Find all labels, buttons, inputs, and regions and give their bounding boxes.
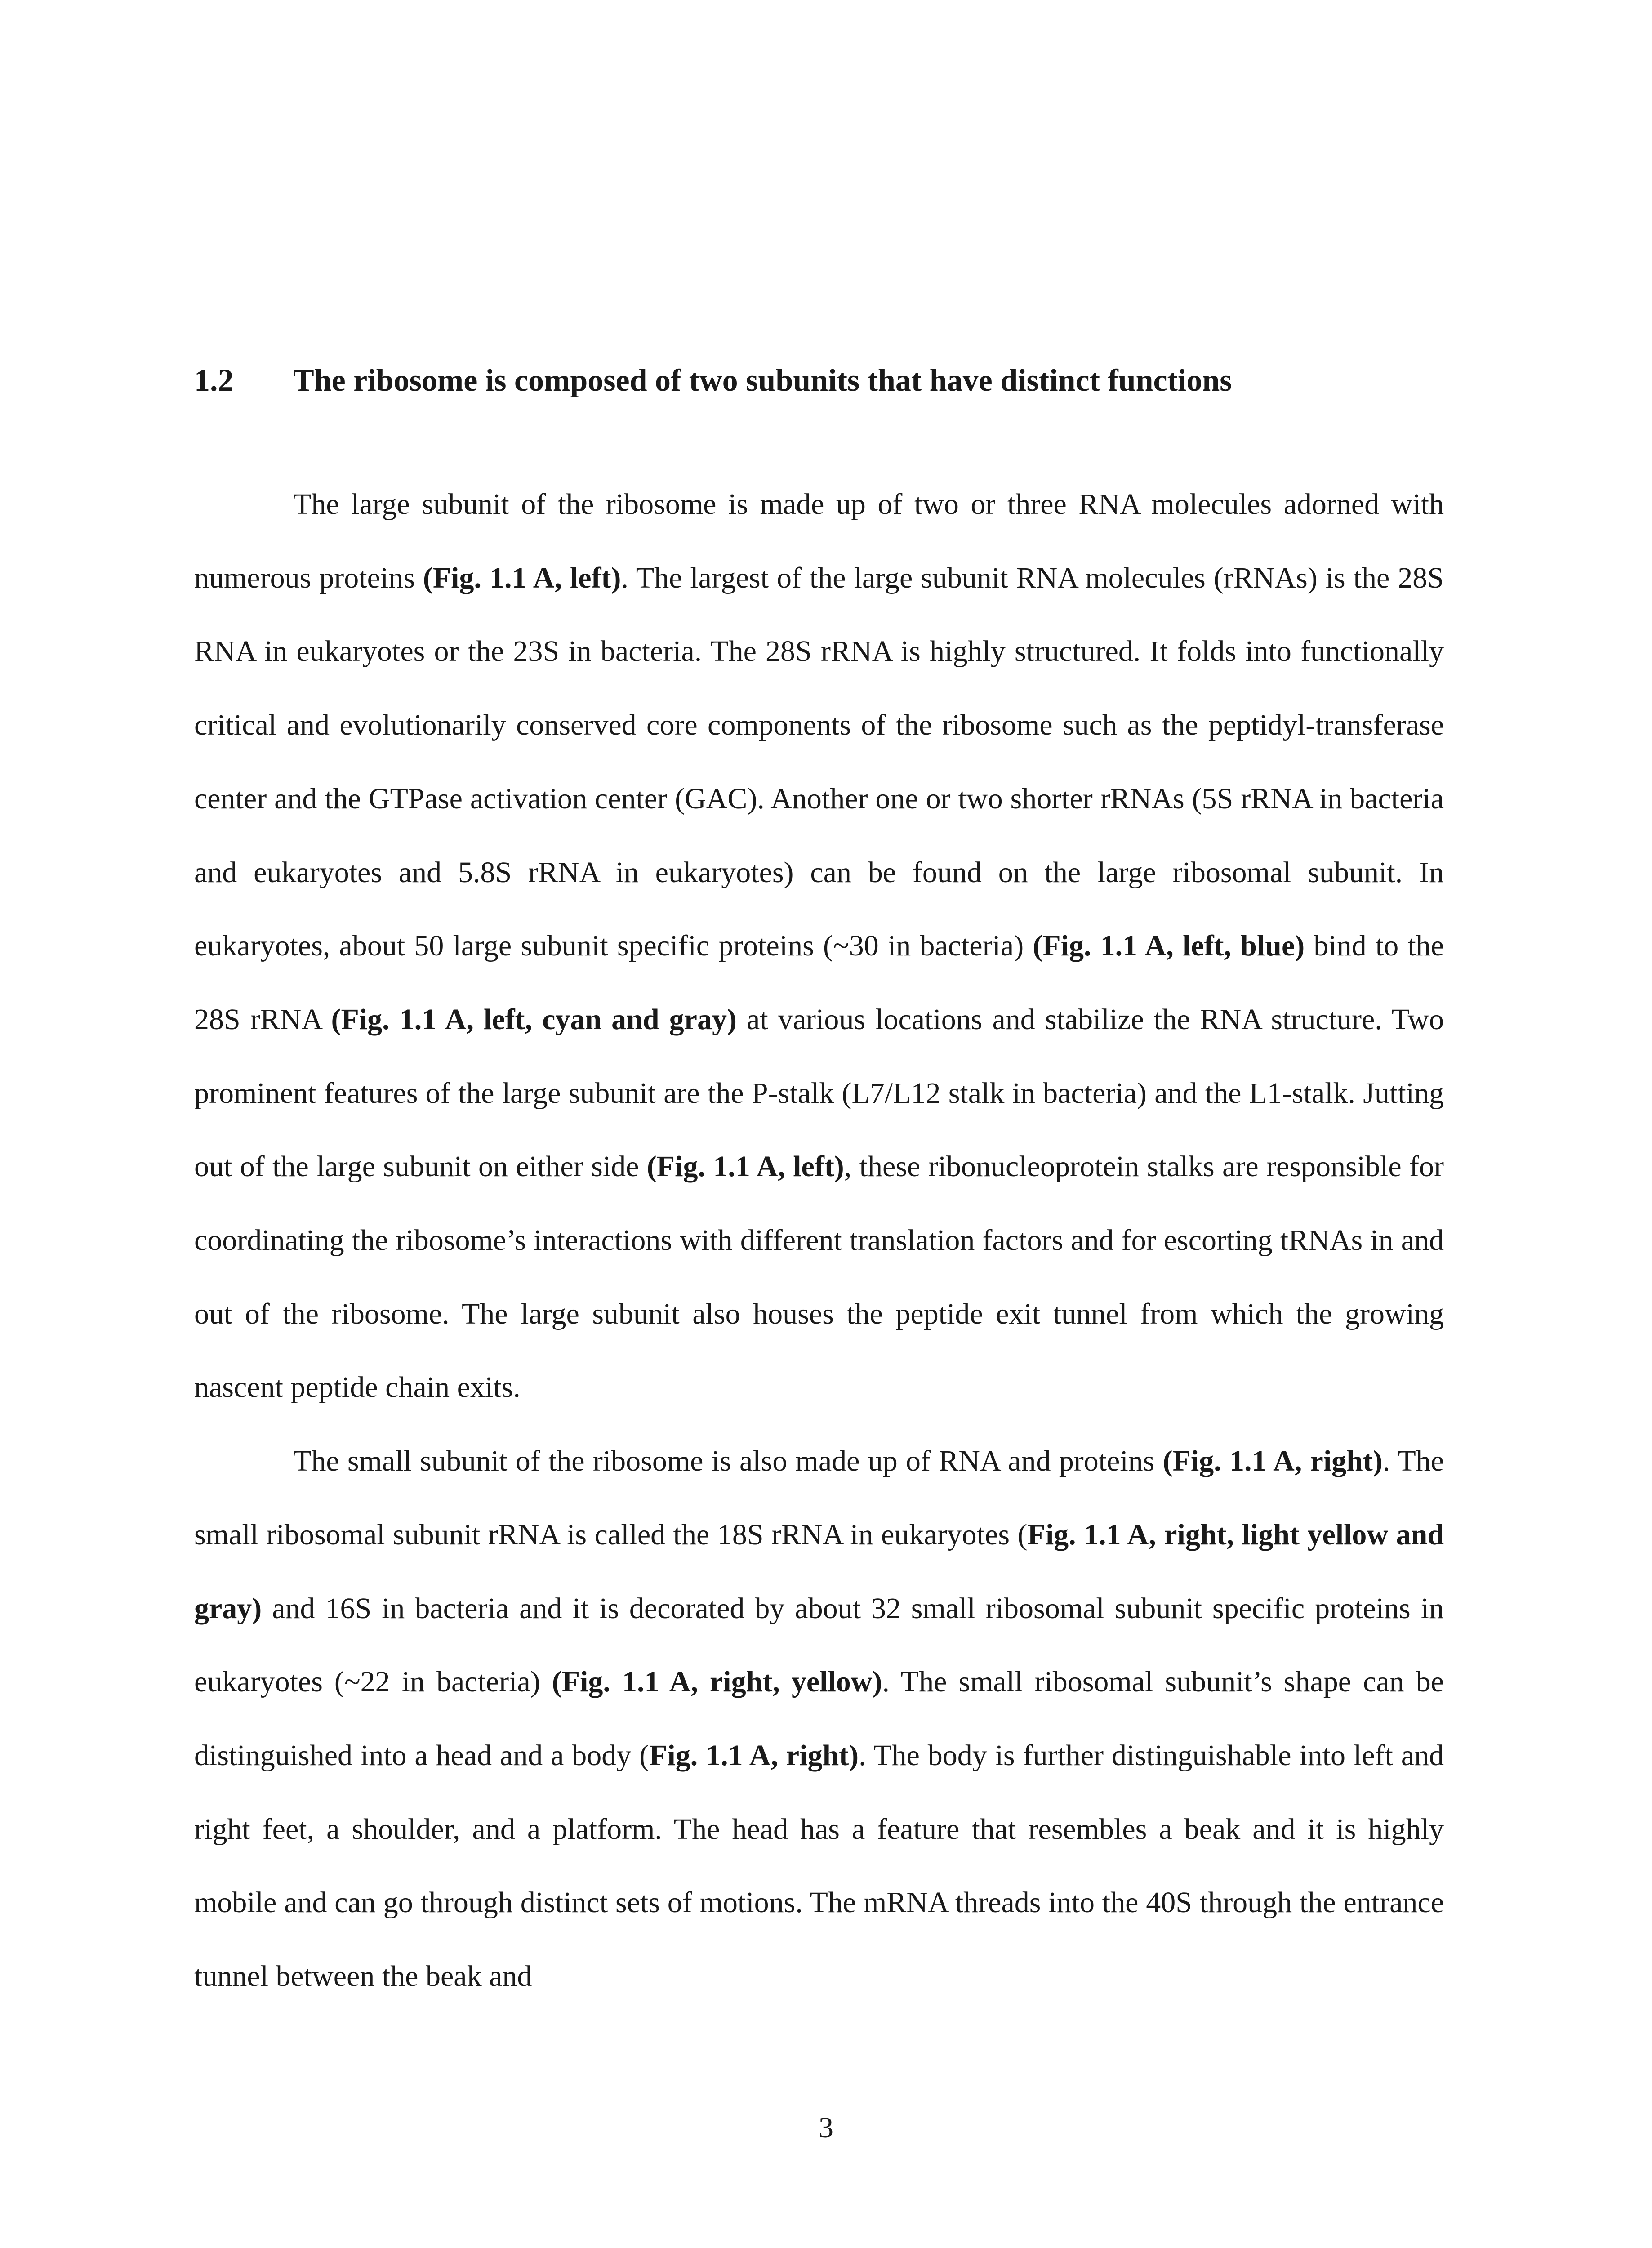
paragraph-small-subunit [194, 1424, 1444, 2013]
figure-reference: (Fig. 1.1 A, left) [423, 561, 621, 594]
text-run: . The small ribosomal subunit rRNA is called the 18S rRNA in eukaryotes ( [194, 1445, 1444, 1551]
text-run: bind to the 28S rRNA [194, 929, 1444, 1036]
text-run: , these ribonucleoprotein stalks are responsible for coordinating the ribosome’s interactions with different translation factors and for escorting tRNAs in and out of the ribosome. The large subunit also houses the peptide exit tunnel from which the growing nascent peptide chain exits. [194, 1150, 1444, 1404]
section-title: The ribosome is composed of two subunits that have distinct functions [293, 363, 1232, 398]
text-run: The small subunit of the ribosome is also made up of RNA and proteins [293, 1445, 1163, 1478]
body-text [194, 468, 1444, 2013]
text-run: . The small ribosomal subunit’s shape can be distinguished into a head and a body ( [194, 1665, 1444, 1772]
figure-reference: (Fig. 1.1 A, right) [1162, 1445, 1383, 1478]
text-run: . The body is further distinguishable into left and right feet, a shoulder, and a platform. The head has a feature that resembles a beak and it is highly mobile and can go through distinct sets of motions. The mRNA threads into the 40S through the entrance tunnel between the beak and [194, 1739, 1444, 1993]
figure-reference: (Fig. 1.1 A, right, yellow) [552, 1665, 882, 1699]
text-run: and 16S in bacteria and it is decorated by about 32 small ribosomal subunit specific proteins in eukaryotes (~22 in bacteria) [194, 1592, 1444, 1699]
text-run: at various locations and stabilize the RNA structure. Two prominent features of the large subunit are the P-stalk (L7/L12 stalk in bacteria) and the L1-stalk. Jutting out of the large subunit on either side [194, 1003, 1444, 1183]
text-run: The large subunit of the ribosome is made up of two or three RNA molecules adorned with numerous proteins [194, 488, 1444, 594]
figure-reference: Fig. 1.1 A, right) [649, 1739, 859, 1772]
figure-reference: Fig. 1.1 A, right, light yellow and gray) [194, 1518, 1444, 1625]
figure-reference: (Fig. 1.1 A, left, blue) [1033, 929, 1305, 963]
figure-reference: (Fig. 1.1 A, left) [646, 1150, 844, 1183]
page-number: 3 [819, 2111, 833, 2144]
section-heading [194, 365, 1543, 397]
text-run: . The largest of the large subunit RNA molecules (rRNAs) is the 28S RNA in eukaryotes or the 23S in bacteria. The 28S rRNA is highly structured. It folds into functionally critical and evolutionarily conserved core components of the ribosome such as the peptidyl-transferase center and the GTPase activation center (GAC). Another one or two shorter rRNAs (5S rRNA in bacteria and eukaryotes and 5.8S rRNA in eukaryotes) can be found on the large ribosomal subunit. In eukaryotes, about 50 large subunit specific proteins (~30 in bacteria) [194, 561, 1444, 963]
paragraph-large-subunit [194, 468, 1444, 1424]
section-number: 1.2 [194, 363, 234, 398]
figure-reference: (Fig. 1.1 A, left, cyan and gray) [331, 1003, 737, 1036]
